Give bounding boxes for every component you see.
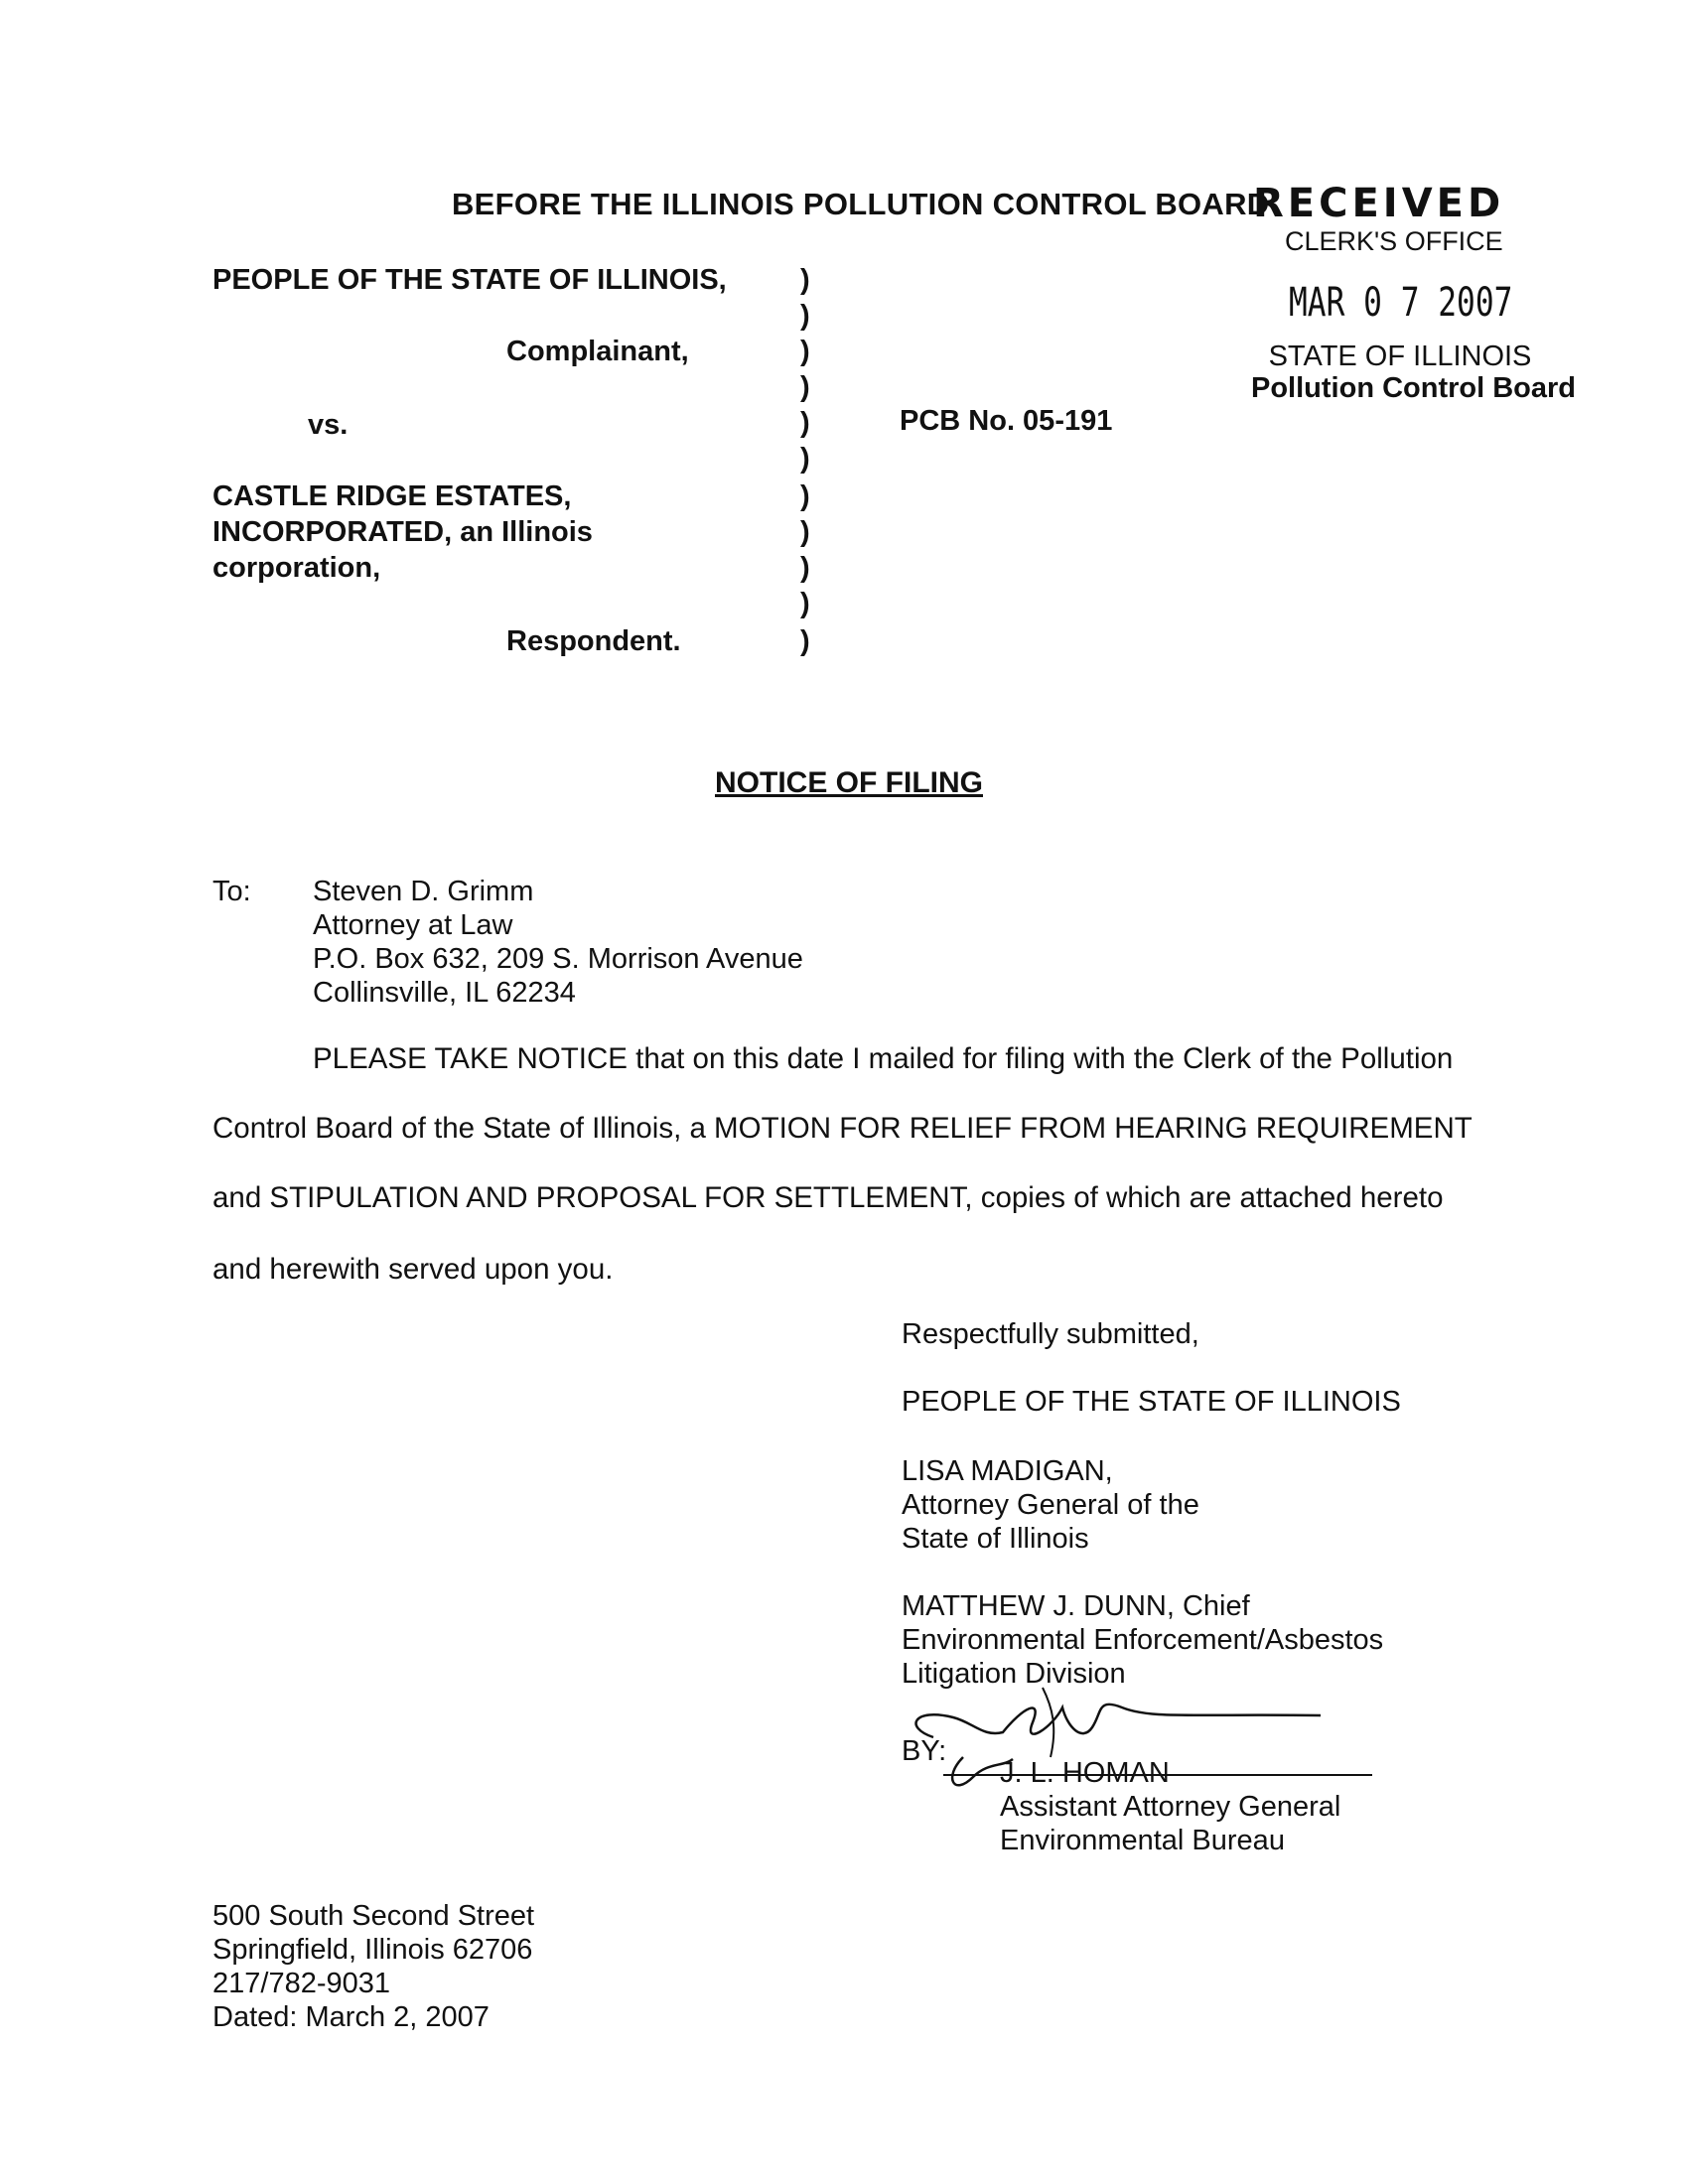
stamp-date: MAR 0 7 2007 (1289, 280, 1513, 326)
chief-title-1: Environmental Enforcement/Asbestos (902, 1624, 1384, 1656)
plaintiff-name: PEOPLE OF THE STATE OF ILLINOIS, (212, 264, 727, 296)
caption-paren: ) (800, 516, 810, 548)
chief-title-2: Litigation Division (902, 1658, 1126, 1690)
versus: vs. (308, 409, 349, 441)
recipient-name: Steven D. Grimm (313, 876, 534, 907)
office-city: Springfield, Illinois 62706 (212, 1934, 533, 1966)
plaintiff-role: Complainant, (506, 336, 689, 367)
recipient-title: Attorney at Law (313, 909, 513, 941)
caption-paren: ) (800, 371, 810, 403)
defendant-line-2: INCORPORATED, an Illinois (212, 516, 593, 548)
caption-paren: ) (800, 407, 810, 439)
office-street: 500 South Second Street (212, 1900, 535, 1932)
recipient-address: P.O. Box 632, 209 S. Morrison Avenue (313, 943, 803, 975)
caption-paren: ) (800, 336, 810, 367)
caption-paren: ) (800, 552, 810, 584)
signer-title-1: Assistant Attorney General (1000, 1791, 1341, 1823)
office-phone: 217/782-9031 (212, 1968, 390, 1999)
body-line: and STIPULATION AND PROPOSAL FOR SETTLEMENT, copies of which are attached hereto (212, 1181, 1444, 1214)
to-label: To: (212, 876, 251, 907)
clerks-office-label: CLERK'S OFFICE (1285, 226, 1503, 256)
defendant-line-3: corporation, (212, 552, 381, 584)
caption-paren: ) (800, 588, 810, 619)
chief-name: MATTHEW J. DUNN, Chief (902, 1590, 1250, 1622)
dated: Dated: March 2, 2007 (212, 2001, 490, 2033)
body-line: and herewith served upon you. (212, 1253, 614, 1286)
defendant-line-1: CASTLE RIDGE ESTATES, (212, 480, 572, 512)
stamp-state: STATE OF ILLINOIS (1268, 341, 1532, 372)
defendant-role: Respondent. (506, 625, 681, 657)
caption-paren: ) (800, 625, 810, 657)
court-title: BEFORE THE ILLINOIS POLLUTION CONTROL BOARD (452, 187, 1270, 221)
received-stamp: RECEIVED (1253, 181, 1505, 226)
by-label: BY: (902, 1735, 947, 1767)
party-name: PEOPLE OF THE STATE OF ILLINOIS (902, 1386, 1401, 1418)
closing: Respectfully submitted, (902, 1318, 1199, 1350)
body-line: Control Board of the State of Illinois, a MOTION FOR RELIEF FROM HEARING REQUIREMENT (212, 1112, 1473, 1145)
caption-paren: ) (800, 480, 810, 512)
notice-title: NOTICE OF FILING (715, 766, 983, 799)
caption-paren: ) (800, 300, 810, 332)
caption-paren: ) (800, 443, 810, 475)
stamp-board: Pollution Control Board (1251, 371, 1577, 404)
signer-name: J. L. HOMAN (1000, 1757, 1170, 1789)
caption-paren: ) (800, 264, 810, 296)
ag-title-1: Attorney General of the (902, 1489, 1199, 1521)
ag-title-2: State of Illinois (902, 1523, 1089, 1555)
ag-name: LISA MADIGAN, (902, 1455, 1113, 1487)
signer-title-2: Environmental Bureau (1000, 1825, 1285, 1856)
body-line: PLEASE TAKE NOTICE that on this date I mailed for filing with the Clerk of the Pollution (313, 1042, 1454, 1075)
case-number: PCB No. 05-191 (900, 405, 1113, 437)
recipient-city: Collinsville, IL 62234 (313, 977, 576, 1009)
stamp-state-block (1251, 341, 1577, 405)
